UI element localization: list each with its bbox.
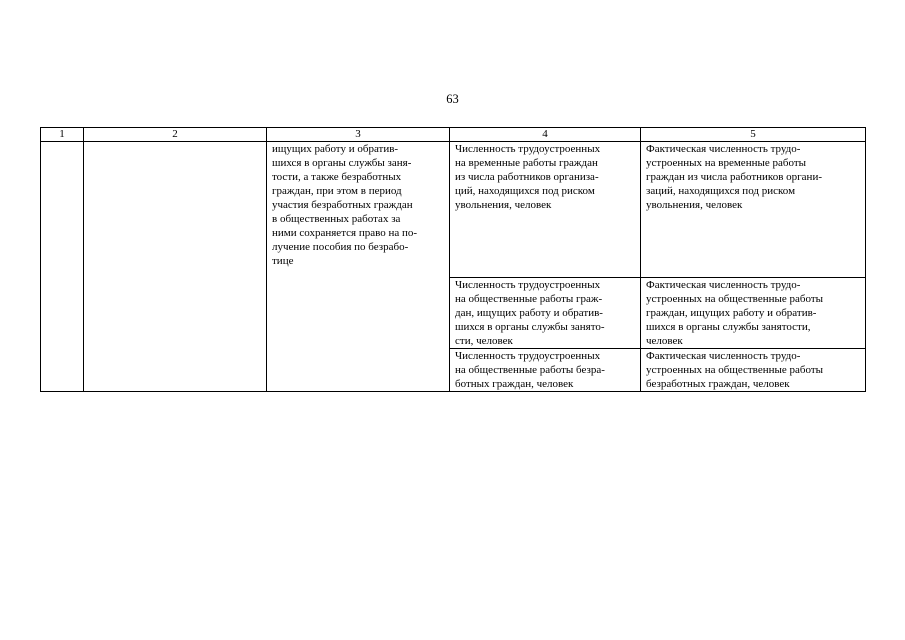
text-line: Фактическая численность трудо- (646, 350, 801, 362)
text-line: человек (646, 335, 683, 347)
text-line: шихся в органы службы занятости, (646, 321, 811, 333)
text-line: Численность трудоустроенных (455, 143, 601, 155)
text-line: сти, человек (455, 335, 513, 347)
column-header-4: 4 (450, 128, 641, 142)
cell-col4-public-work-unemployed (450, 349, 641, 392)
text-line: ботных граждан, человек (455, 378, 574, 390)
cell-col2 (84, 142, 267, 392)
text-line: шихся в органы службы заня- (272, 157, 412, 169)
text-line: участия безработных граждан (272, 199, 413, 211)
text-line: шихся в органы службы занято- (455, 321, 605, 333)
text-line: устроенных на общественные работы (646, 293, 824, 305)
text-line: лучение пособия по безрабо- (272, 241, 409, 253)
cell-col5-temporary-work (641, 142, 866, 278)
column-header-2: 2 (84, 128, 267, 142)
text-line: заций, находящихся под риском (646, 185, 796, 197)
text-line: граждан, при этом в период (272, 185, 402, 197)
cell-col4-public-work-jobseekers (450, 278, 641, 349)
text-line: тости, а также безработных (272, 171, 402, 183)
text-line: в общественных работах за (272, 213, 401, 225)
column-header-3: 3 (267, 128, 450, 142)
table-row (41, 142, 866, 278)
cell-col5-public-work-jobseekers (641, 278, 866, 349)
text-line: Фактическая численность трудо- (646, 279, 801, 291)
text-line: Численность трудоустроенных (455, 279, 601, 291)
column-header-5: 5 (641, 128, 866, 142)
text-line: Численность трудоустроенных (455, 350, 601, 362)
text-line: на временные работы граждан (455, 157, 598, 169)
cell-col4-temporary-work (450, 142, 641, 278)
text-line: дан, ищущих работу и обратив- (455, 307, 603, 319)
text-line: граждан из числа работников органи- (646, 171, 822, 183)
text-line: Фактическая численность трудо- (646, 143, 801, 155)
cell-col3-text (267, 142, 450, 392)
text-line: граждан, ищущих работу и обратив- (646, 307, 817, 319)
text-line: безработных граждан, человек (646, 378, 790, 390)
page-number: 63 (446, 92, 459, 106)
text-line: увольнения, человек (455, 199, 552, 211)
cell-col5-public-work-unemployed (641, 349, 866, 392)
text-line: тице (272, 255, 294, 267)
text-line: ними сохраняется право на по- (272, 227, 418, 239)
text-line: устроенных на временные работы (646, 157, 807, 169)
text-line: увольнения, человек (646, 199, 743, 211)
column-header-1: 1 (41, 128, 84, 142)
text-line: ций, находящихся под риском (455, 185, 595, 197)
text-line: устроенных на общественные работы (646, 364, 824, 376)
text-line: из числа работников организа- (455, 171, 599, 183)
cell-col1 (41, 142, 84, 392)
document-table (40, 127, 866, 392)
text-line: ищущих работу и обратив- (272, 143, 399, 155)
text-line: на общественные работы безра- (455, 364, 605, 376)
table-header-row (41, 128, 866, 142)
text-line: на общественные работы граж- (455, 293, 603, 305)
